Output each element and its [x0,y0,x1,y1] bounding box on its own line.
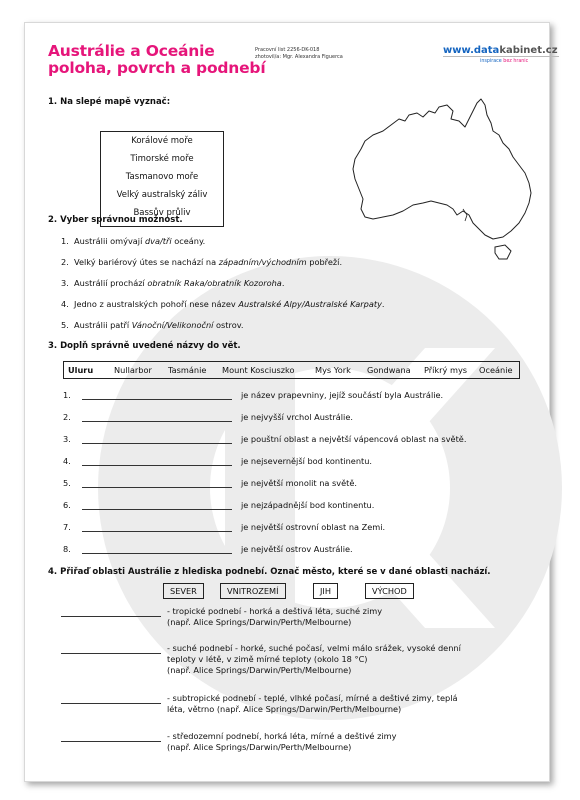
q3-num: 4. [63,456,71,466]
answer-line[interactable] [82,421,232,422]
tagline-b: bez hranic [503,59,529,64]
answer-line[interactable] [82,531,232,532]
bank-word: Gondwana [367,365,411,375]
q3-num: 5. [63,478,71,488]
q2-post: . [381,299,385,309]
region-answer-line[interactable] [61,653,161,654]
climate-description [167,643,527,676]
bank-word: Mys York [315,365,351,375]
q2-pre: Austrálii omývají [74,236,145,246]
climate-line: - tropické podnebí - horká a deštivá léta, suché zimy [167,606,383,616]
answer-line[interactable] [82,399,232,400]
answer-line[interactable] [82,465,232,466]
tagline-a: inspirace [480,59,502,64]
q1-item: Timorské moře [130,154,194,164]
sheet-author: zhotovil/a: Mgr. Alexandra Figuerca [255,53,343,60]
header-divider [443,56,559,57]
region-answer-line[interactable] [61,616,161,617]
answer-line[interactable] [82,509,232,510]
bank-word: Nullarbor [114,365,152,375]
answer-line[interactable] [82,443,232,444]
site-prefix: www.data [443,45,500,56]
climate-line: léta, větrno (např. Alice Springs/Darwin/Perth/Melbourne) [167,704,402,714]
page-title [48,43,265,77]
bank-word: Tasmánie [168,365,207,375]
q2-choice[interactable]: Vánoční/Velikonoční [131,320,214,330]
q3-num: 6. [63,500,71,510]
q2-choice[interactable]: obratník Raka/obratník Kozoroha [147,278,282,288]
sheet-id: Pracovní list 2256-DK-018 [255,47,320,53]
climate-line: (např. Alice Springs/Darwin/Perth/Melbourne) [167,665,352,675]
q1-heading: 1. Na slepé mapě vyznač: [48,97,171,107]
q2-pre: Austrálií prochází [74,278,148,288]
q3-text: je největší monolit na světě. [241,478,358,488]
q3-num: 8. [63,544,71,554]
q3-text: je nejvyšší vrchol Austrálie. [241,412,353,422]
q1-item: Bassův průliv [133,208,191,218]
q1-item: Velký australský záliv [116,190,208,200]
climate-line: teploty v létě, v zimě mírné teploty (okolo 18 °C) [167,654,368,664]
region-answer-line[interactable] [61,703,161,704]
sheet-meta [255,47,343,60]
q1-item: Tasmanovo moře [125,172,199,182]
climate-description [167,606,527,628]
climate-description [167,731,527,753]
q3-word-bank [63,361,520,379]
q3-text: je nejzápadnější bod kontinentu. [241,500,375,510]
q2-pre: Velký bariérový útes se nachází na [74,257,219,267]
climate-line: (např. Alice Springs/Darwin/Perth/Melbourne) [167,617,352,627]
q2-num: 1. [61,236,69,246]
q2-post: ostrov. [213,320,244,330]
q3-text: je pouštní oblast a největší vápencová oblast na světě. [241,434,467,444]
q3-text: je nejsevernější bod kontinentu. [241,456,373,466]
q2-item [61,278,284,288]
climate-line: - středozemní podnebí, horká léta, mírné a deštivé zimy [167,731,397,741]
q2-num: 2. [61,257,69,267]
region-box-sever: SEVER [163,583,204,599]
site-link[interactable] [443,45,558,56]
q3-num: 3. [63,434,71,444]
q2-item [61,320,244,330]
climate-description [167,693,527,715]
bank-word: Uluru [68,365,94,375]
q3-num: 1. [63,390,71,400]
region-box-jih: JIH [313,583,338,599]
q3-heading: 3. Doplň správně uvedené názvy do vět. [48,341,241,351]
title-line-2: poloha, povrch a podnebí [48,59,266,77]
q2-choice[interactable]: západním/východním [218,257,307,267]
q3-text: je největší ostrov Austrálie. [241,544,353,554]
title-line-1: Austrálie a Oceánie [48,42,215,60]
q2-item [61,299,385,309]
q2-heading: 2. Vyber správnou možnost. [48,215,183,225]
region-box-vychod: VÝCHOD [365,583,414,599]
q2-num: 5. [61,320,69,330]
q2-item [61,236,205,246]
q2-pre: Jedno z australských pohoří nese název [74,299,239,309]
q1-item: Korálové moře [131,136,193,146]
climate-line: - subtropické podnebí - teplé, vlhké počasí, mírné a deštivé zimy, teplá [167,693,458,703]
q3-num: 7. [63,522,71,532]
site-tagline [480,59,528,64]
q1-word-box [100,131,224,227]
q2-post: oceány. [171,236,206,246]
q2-num: 4. [61,299,69,309]
q4-heading: 4. Přiřaď oblasti Austrálie z hlediska podnebí. Označ město, které se v dané oblasti nachází. [48,567,491,577]
region-box-vnitrozemi: VNITROZEMÍ [220,583,286,599]
answer-line[interactable] [82,487,232,488]
q2-num: 3. [61,278,69,288]
region-answer-line[interactable] [61,741,161,742]
answer-line[interactable] [82,553,232,554]
climate-line: (např. Alice Springs/Darwin/Perth/Melbourne) [167,742,352,752]
q3-text: je největší ostrovní oblast na Zemi. [241,522,386,532]
climate-line: - suché podnebí - horké, suché počasí, velmi málo srážek, vysoké denní [167,643,461,653]
bank-word: Příkrý mys [424,365,468,375]
worksheet-page [24,22,558,782]
q3-num: 2. [63,412,71,422]
q2-choice[interactable]: Australské Alpy/Australské Karpaty [238,299,382,309]
q2-post: . [281,278,285,288]
site-suffix: kabinet.cz [499,45,558,56]
australia-blank-map [343,97,548,262]
q2-item [61,257,342,267]
q2-post: pobřeží. [306,257,343,267]
q2-choice[interactable]: dva/tři [144,236,172,246]
q3-text: je název prapevniny, jejíž součástí byla Austrálie. [241,390,444,400]
bank-word: Mount Kosciuszko [222,365,295,375]
q2-pre: Austrálii patří [74,320,132,330]
bank-word: Oceánie [479,365,513,375]
